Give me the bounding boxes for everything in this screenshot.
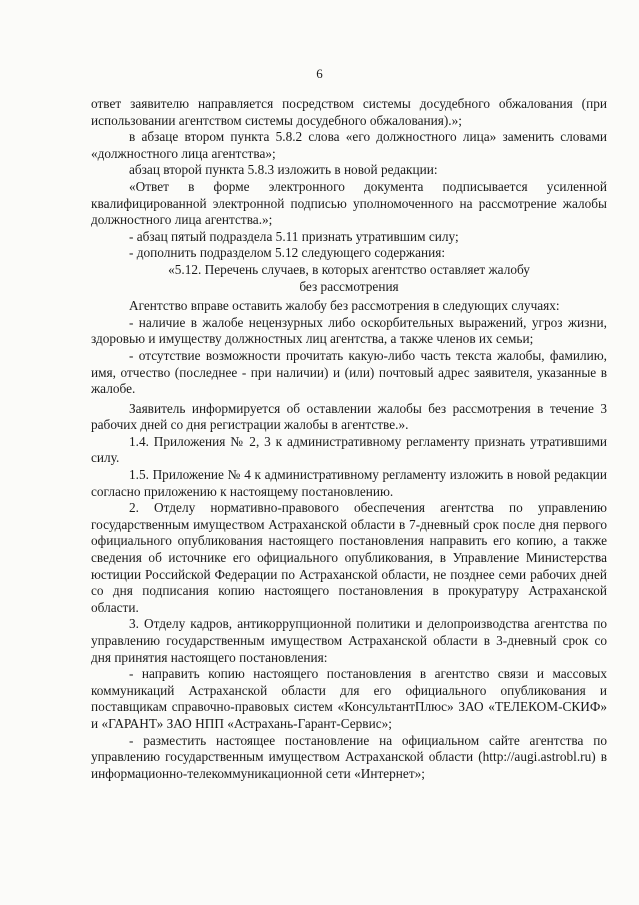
paragraph: 2. Отделу нормативно-правового обеспечения агентства по управлению государственным имуществом Астраханской области в 7-дневный срок после дня первого официального опубликования настоящего постановления направить его копию, а также сведения об источнике его официального опубликования, в Управление Министерства юстиции Российской Федерации по Астраханской области, не позднее семи рабочих дней со дня подписания копию настоящего постановления в прокуратуру Астраханской области. bbox=[91, 500, 607, 615]
paragraph: в абзаце втором пункта 5.8.2 слова «его должностного лица» заменить словами «должностного лица агентства»; bbox=[91, 129, 607, 161]
paragraph: «Ответ в форме электронного документа подписывается усиленной квалифицированной электронной подписью уполномоченного на рассмотрение жалобы должностного лица агентства.»; bbox=[91, 178, 607, 228]
section-heading: «5.12. Перечень случаев, в которых агентство оставляет жалобу bbox=[168, 261, 530, 277]
paragraph: Заявитель информируется об оставлении жалобы без рассмотрения в течение 3 рабочих дней со дня регистрации жалобы в агентстве.». bbox=[91, 400, 607, 433]
paragraph: 1.4. Приложения № 2, 3 к административному регламенту признать утратившими силу. bbox=[91, 433, 607, 466]
paragraph: Агентство вправе оставить жалобу без рассмотрения в следующих случаях: bbox=[129, 298, 560, 314]
paragraph: - наличие в жалобе нецензурных либо оскорбительных выражений, угроз жизни, здоровью и имуществу должностных лиц агентства, а также членов их семьи; bbox=[91, 314, 607, 347]
paragraph: - дополнить подразделом 5.12 следующего содержания: bbox=[129, 245, 446, 261]
paragraph: 1.5. Приложение № 4 к административному регламенту изложить в новой редакции согласно приложению к настоящему постановлению. bbox=[91, 467, 607, 499]
paragraph: ответ заявителю направляется посредством системы досудебного обжалования (при использовании агентством системы досудебного обжалования).»; bbox=[91, 96, 607, 128]
paragraph: абзац второй пункта 5.8.3 изложить в новой редакции: bbox=[129, 162, 438, 178]
paragraph: - отсутствие возможности прочитать какую-либо часть текста жалобы, фамилию, имя, отчество (последнее - при наличии) и (или) почтовый адрес заявителя, указанные в жалобе. bbox=[91, 347, 607, 397]
paragraph: - направить копию настоящего постановления в агентство связи и массовых коммуникаций Астраханской области для его официального опубликования и поставщикам справочно-правовых систем «КонсультантПлюс» ЗАО «ТЕЛЕКОМ-СКИФ» и «ГАРАНТ» ЗАО НПП «Астрахань-Гарант-Сервис»; bbox=[91, 666, 607, 731]
paragraph: 3. Отделу кадров, антикоррупционной политики и делопроизводства агентства по управлению государственным имуществом Астраханской области в 3-дневный срок со дня принятия настоящего постановления: bbox=[91, 616, 607, 665]
paragraph: - абзац пятый подраздела 5.11 признать утратившим силу; bbox=[129, 228, 459, 244]
section-heading: без рассмотрения bbox=[299, 278, 399, 294]
paragraph: - разместить настоящее постановление на официальном сайте агентства по управлению государственным имуществом Астраханской области (http://augi.astrobl.ru) в информационно-телекоммуникационной сети «Интернет»; bbox=[91, 732, 607, 781]
document-body bbox=[91, 96, 607, 782]
page-number: 6 bbox=[316, 66, 323, 81]
